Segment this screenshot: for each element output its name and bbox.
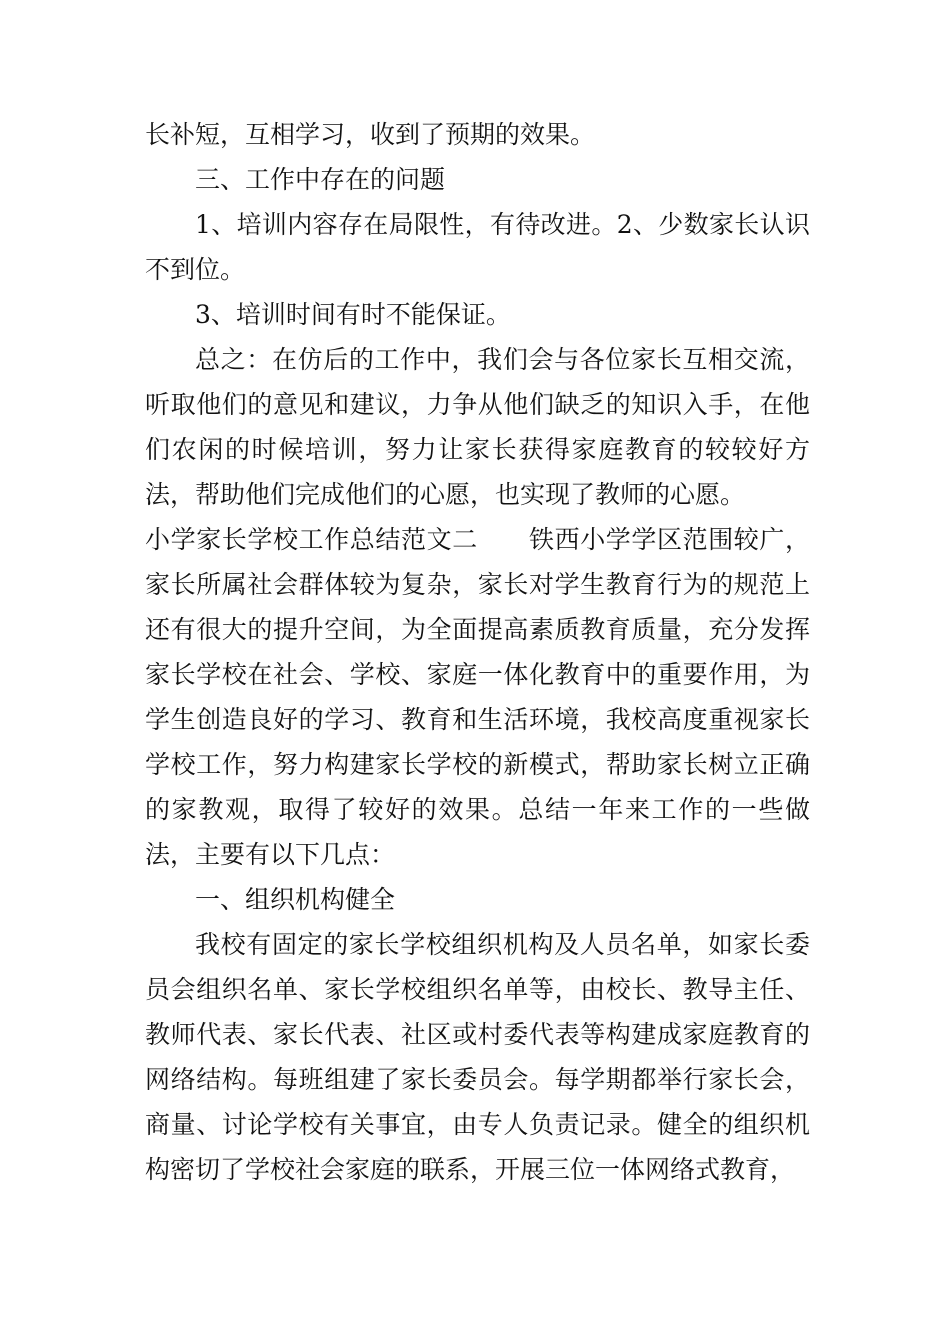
section-heading-organization: 一、组织机构健全 <box>195 885 396 914</box>
paragraph-summary: 总之：在仿后的工作中，我们会与各位家长互相交流，听取他们的意见和建议，力争从他们缺乏的知识入手，在他们农闲的时候培训，努力让家长获得家庭教育的较较好方法，帮助他们完成他们的心愿，也实现了教师的心愿。 <box>145 345 810 509</box>
paragraph-organization: 我校有固定的家长学校组织机构及人员名单，如家长委员会组织名单、家长学校组织名单等，由校长、教导主任、教师代表、家长代表、社区或村委代表等构建成家庭教育的网络结构。每班组建了家长委员会。每学期都举行家长会，商量、讨论学校有关事宜，由专人负责记录。健全的组织机构密切了学校社会家庭的联系，开展三位一体网络式教育， <box>145 930 810 1184</box>
paragraph-continuation: 长补短，互相学习，收到了预期的效果。 <box>145 120 596 149</box>
paragraph-problem-3: 3、培训时间有时不能保证。 <box>195 300 511 329</box>
document-body <box>145 112 810 1192</box>
section-heading-problems: 三、工作中存在的问题 <box>195 165 446 194</box>
paragraph-essay-two-intro: 小学家长学校工作总结范文二 铁西小学学区范围较广，家长所属社会群体较为复杂，家长对学生教育行为的规范上还有很大的提升空间，为全面提高素质教育质量，充分发挥家长学校在社会、学校、家庭一体化教育中的重要作用，为学生创造良好的学习、教育和生活环境，我校高度重视家长学校工作，努力构建家长学校的新模式，帮助家长树立正确的家教观，取得了较好的效果。总结一年来工作的一些做法，主要有以下几点： <box>145 525 810 869</box>
paragraph-problem-1-2: 1、培训内容存在局限性，有待改进。2、少数家长认识不到位。 <box>145 210 810 284</box>
